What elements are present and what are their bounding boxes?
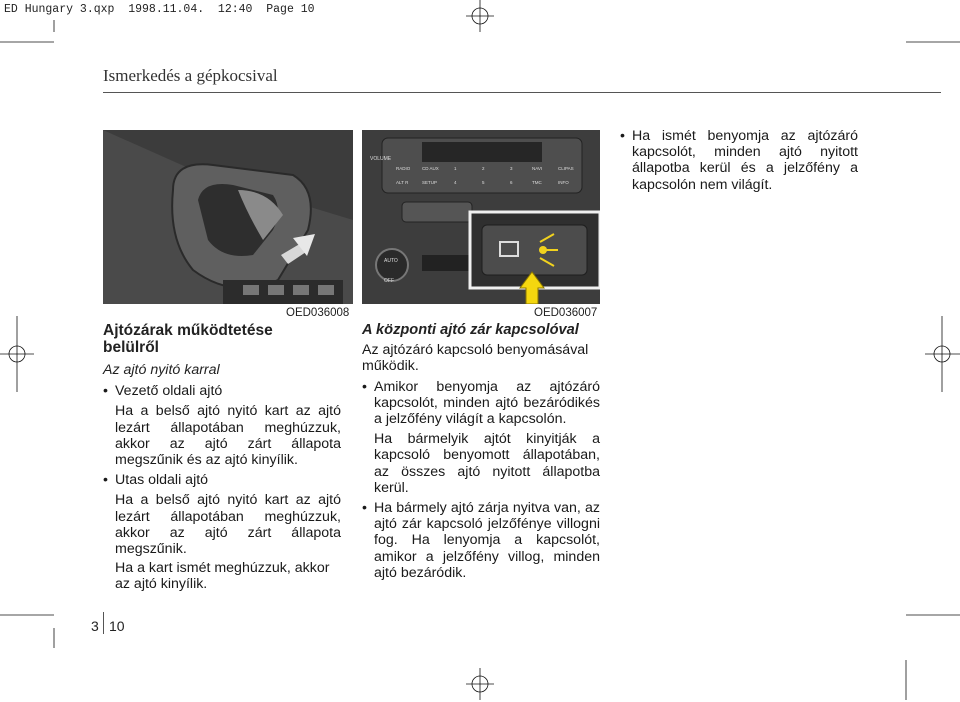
bullet-driver-door-text: Vezető oldali ajtó <box>115 383 223 400</box>
door-handle-subheading: Az ajtó nyitó karral <box>103 362 220 378</box>
lock-operation-heading: Ajtózárak működtetése belülről <box>103 322 273 356</box>
central-lock-subheading: A központi ajtó zár kapcsolóval <box>362 322 579 338</box>
radio-button-label: 3 <box>510 166 513 171</box>
any-door-opened-paragraph: Ha bármelyik ajtót kinyitják a kapcsoló benyomott állapotában, az összes ajtó nyitott állapotba kerül. <box>374 431 600 496</box>
radio-button-label: SETUP <box>422 180 438 185</box>
registration-mark-bottom <box>466 668 494 700</box>
section-title: Ismerkedés a gépkocsival <box>103 66 278 85</box>
radio-button-label: 4 <box>454 180 457 185</box>
registration-mark-top <box>466 0 494 32</box>
auto-label: AUTO <box>384 258 398 264</box>
radio-button-label: CD AUX <box>422 166 439 171</box>
radio-button-label: 5 <box>482 180 485 185</box>
chapter-number: 3 <box>91 618 99 634</box>
door-handle-figure <box>103 130 353 304</box>
radio-button-label: 1 <box>454 166 457 171</box>
radio-button-label: CLIPAS <box>558 166 574 171</box>
mid-column <box>362 322 600 581</box>
bullet-driver-door <box>103 383 341 399</box>
print-slug: ED Hungary 3.qxp 1998.11.04. 12:40 Page 10 <box>4 3 315 16</box>
door-handle-illustration <box>103 130 353 304</box>
section-title-rule <box>103 92 941 93</box>
volume-label: VOLUME <box>370 156 392 162</box>
off-label: OFF <box>384 278 394 284</box>
radio-button-label: 2 <box>482 166 485 171</box>
bullet-press-switch <box>362 379 600 428</box>
radio-button-label: RADIO <box>396 166 411 171</box>
driver-door-paragraph: Ha a belső ajtó nyitó kart az ajtó lezárt állapotában meghúzzuk, akkor az ajtó zárt állapota megszűnik és az ajtó kinyílik. <box>115 403 341 469</box>
registration-mark-left <box>0 316 34 392</box>
right-column <box>620 128 858 193</box>
bullet-passenger-door <box>103 472 341 488</box>
bullet-passenger-door-text: Utas oldali ajtó <box>115 472 209 489</box>
central-lock-figure <box>362 130 600 304</box>
dashboard-illustration <box>362 130 600 304</box>
passenger-door-paragraph: Ha a belső ajtó nyitó kart az ajtó lezárt állapotában meghúzzuk, akkor az ajtó zárt állapota megszűnik. <box>115 492 341 558</box>
radio-button-label: TMC <box>532 180 542 185</box>
bullet-door-unlocked <box>362 500 600 581</box>
handle-again-paragraph: Ha a kart ismét meghúzzuk, akkor az ajtó kinyílik. <box>115 560 330 593</box>
bullet-press-switch-text: Amikor benyomja az ajtózáró kapcsolót, minden ajtó bezáródikés a jelzőfény világít a kapcsolón. <box>374 378 600 428</box>
bullet-press-again-text: Ha ismét benyomja az ajtózáró kapcsolót, minden ajtó nyitott állapotba kerül és a jelzőfény a kapcsolón nem világít. <box>632 128 858 193</box>
radio-button-label: NAVI <box>532 166 543 171</box>
figure-code-left: OED036008 <box>286 307 350 319</box>
radio-button-label: 6 <box>510 180 513 185</box>
page-number-divider <box>103 612 104 634</box>
page-number: 10 <box>109 618 125 634</box>
central-lock-intro: Az ajtózáró kapcsoló benyomásával működik. <box>362 342 589 375</box>
bullet-door-unlocked-text: Ha bármely ajtó zárja nyitva van, az ajtó zár kapcsoló jelzőfénye villogni fog. Ha lenyomja a kapcsolót, amikor a jelzőfény villog, minden ajtó bezáródik. <box>374 500 600 581</box>
registration-mark-right <box>925 316 960 392</box>
left-column <box>103 322 341 593</box>
bullet-press-again <box>620 128 858 193</box>
radio-button-label: INFO <box>558 180 569 185</box>
radio-button-label: ALT R <box>396 180 409 185</box>
figure-code-mid: OED036007 <box>534 307 598 319</box>
